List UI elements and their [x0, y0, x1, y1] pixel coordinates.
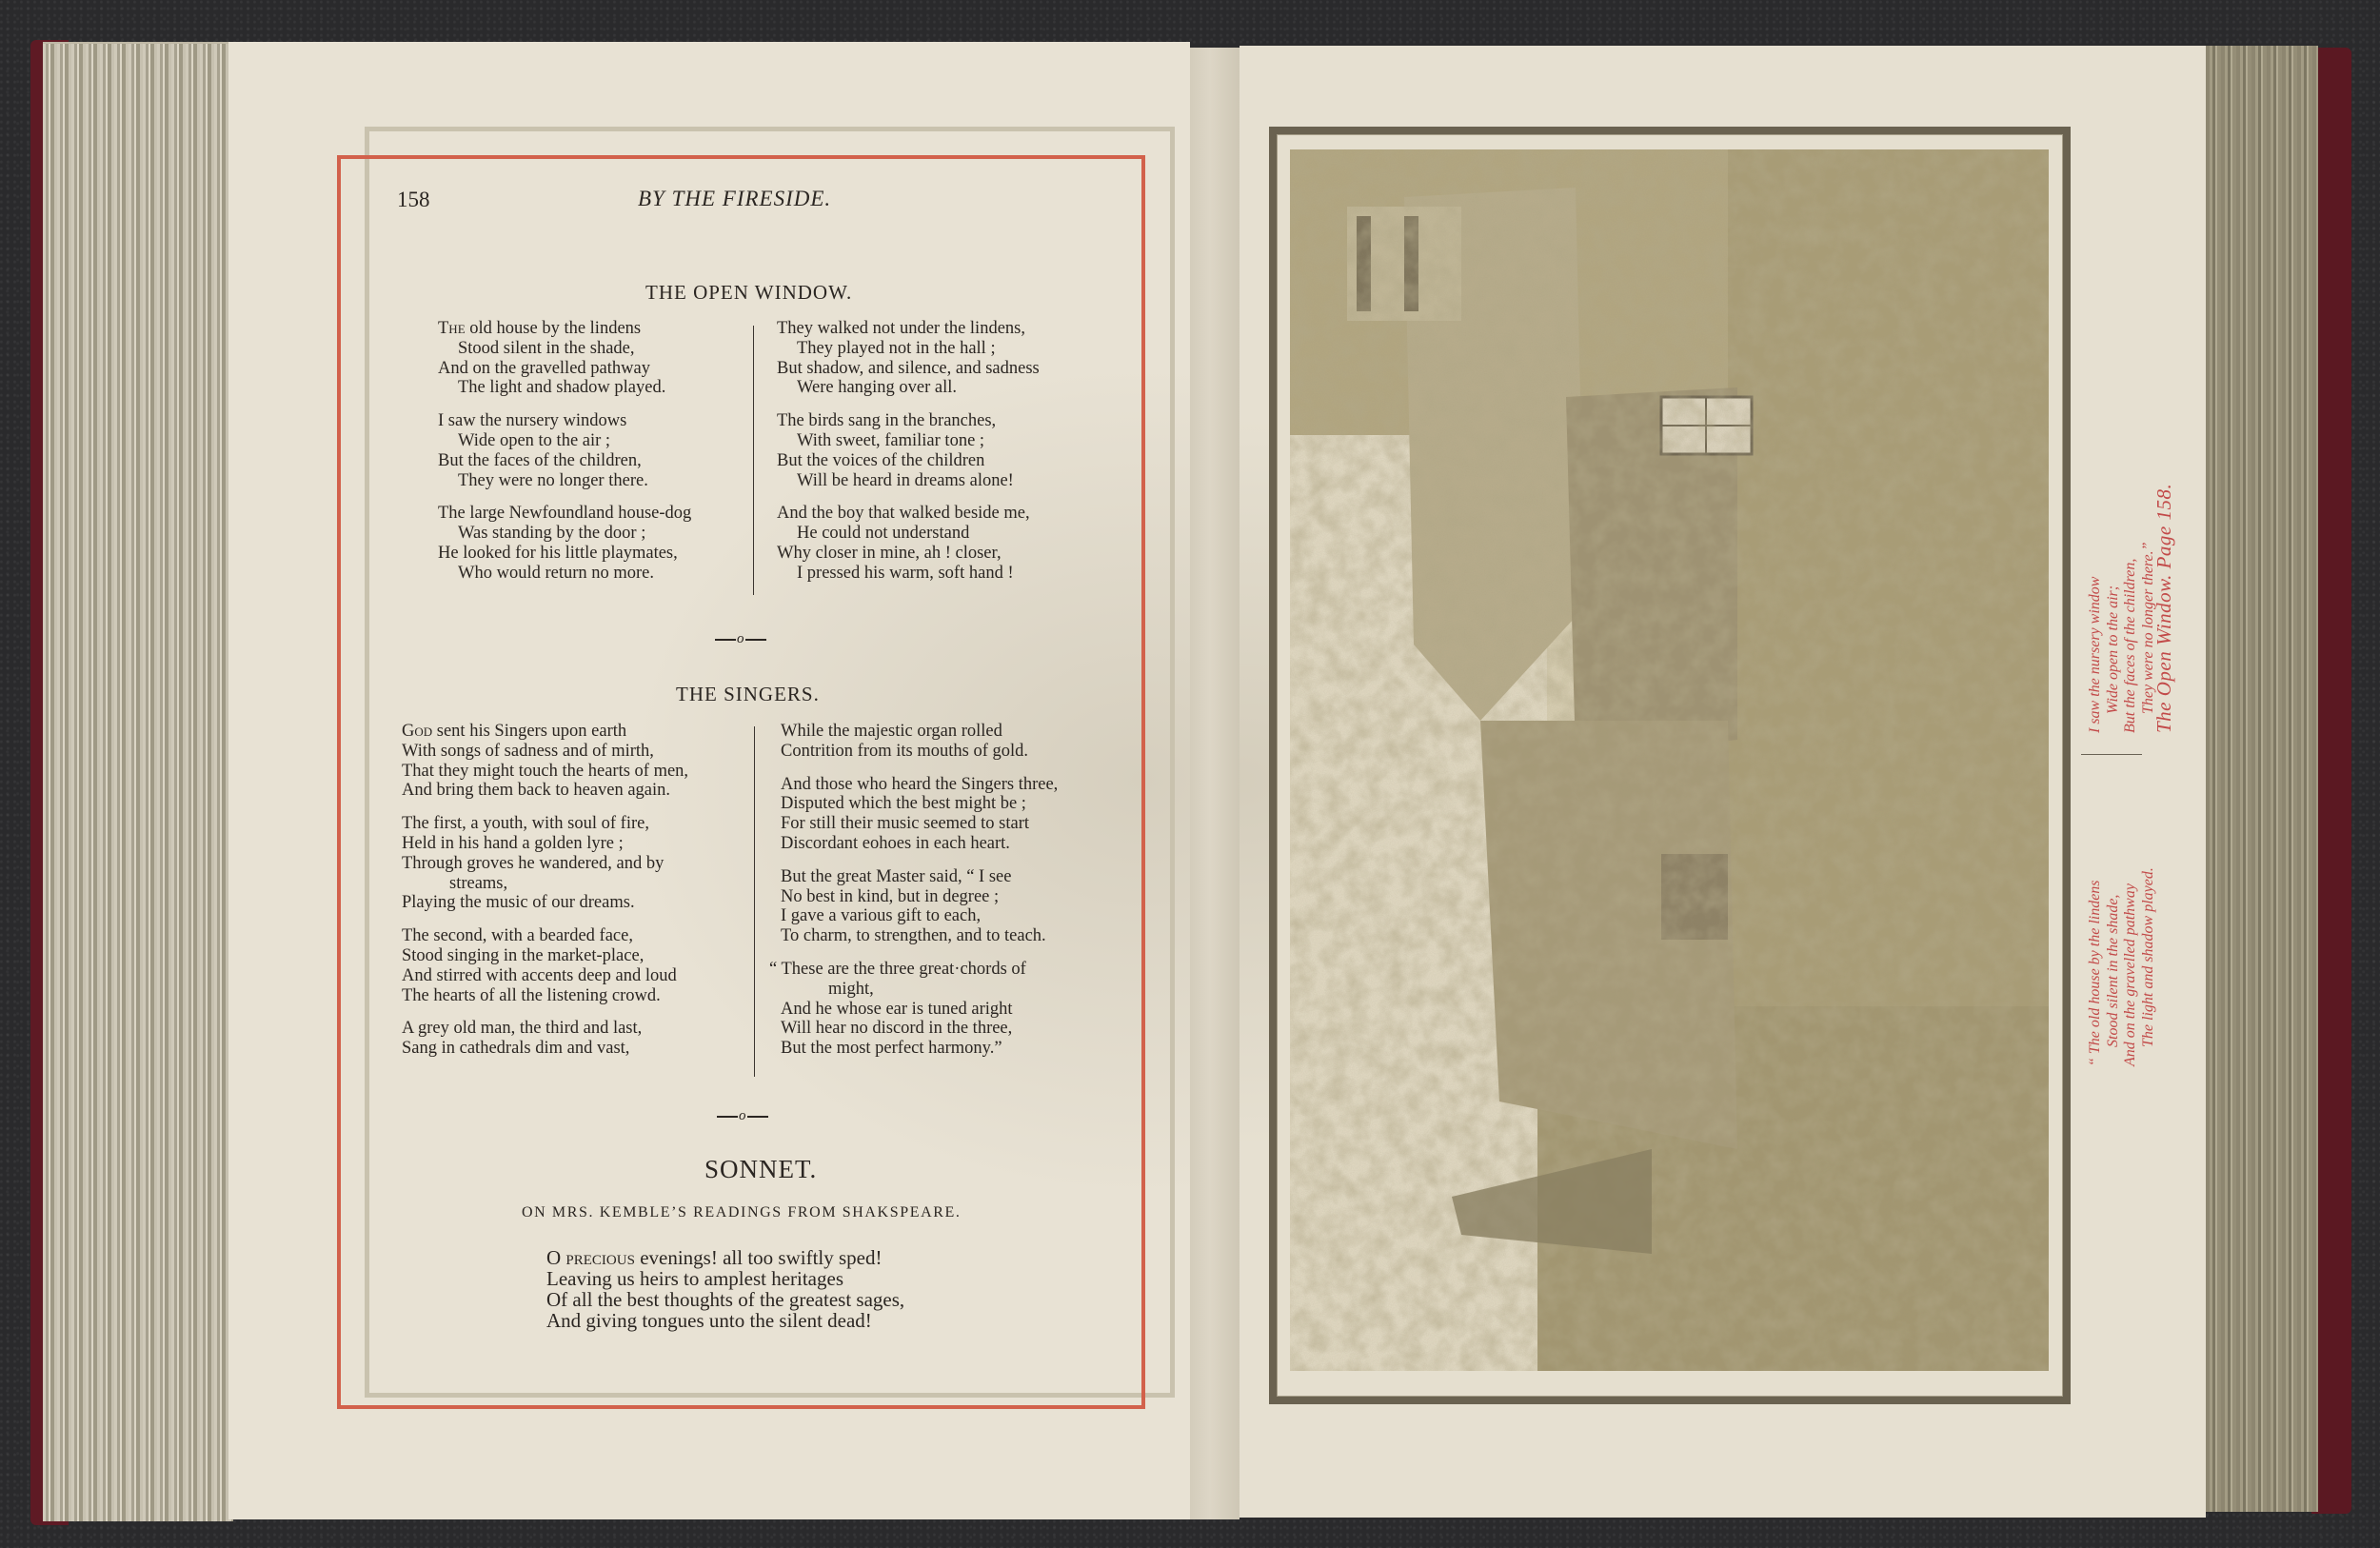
verse-text: Stood silent in the shade, [458, 338, 635, 358]
verse-line [402, 762, 688, 782]
verse-text: And the boy that walked beside me, [777, 504, 1030, 524]
verse-line [777, 431, 1040, 451]
caption-line: But the faces of the children, [2122, 558, 2138, 733]
verse-text: No best in kind, but in degree ; [781, 886, 1000, 906]
verse-text: I gave a various gift to each, [781, 906, 982, 926]
verse-line [438, 411, 691, 431]
verse-text: The hearts of all the listening crowd. [402, 985, 661, 1005]
poem-title-sonnet: SONNET. [704, 1155, 818, 1183]
verse-line [777, 411, 1040, 431]
verse-line [777, 504, 1040, 524]
verse-line [402, 781, 688, 801]
stanza-break [781, 762, 1058, 775]
verse-text: With songs of sadness and of mirth, [402, 741, 654, 761]
cottage-photograph [1290, 149, 2049, 1371]
running-head: BY THE FIRESIDE. [638, 187, 832, 210]
verse-text: With sweet, familiar tone ; [797, 430, 985, 450]
verse-text: But shadow, and silence, and sadness [777, 358, 1040, 378]
verse-line [777, 378, 1040, 398]
caption-line: I saw the nursery window [2087, 576, 2103, 733]
verse-text: And those who heard the Singers three, [781, 774, 1059, 794]
verse-text: They played not in the hall ; [797, 338, 996, 358]
verse-line [777, 451, 1040, 471]
verse-text: I pressed his warm, soft hand ! [797, 563, 1014, 583]
verse-line [438, 471, 691, 491]
verse-text: That they might touch the hearts of men, [402, 761, 689, 781]
verse-text: old house by the lindens [469, 319, 642, 338]
page-edges-right [2206, 46, 2318, 1512]
section-ornament: o [716, 1108, 769, 1124]
poem-column [769, 722, 1059, 1059]
verse-text: Sang in cathedrals dim and vast, [402, 1039, 630, 1059]
verse-line [781, 834, 1058, 854]
stanza-break [781, 946, 1058, 960]
verse-line [438, 339, 691, 359]
verse-text: Wide open to the air ; [458, 430, 611, 450]
verse-line [438, 564, 691, 584]
verse-text: might, [828, 979, 874, 999]
verse-line [777, 564, 1040, 584]
verse-line [777, 359, 1040, 379]
page-edges-left [43, 42, 233, 1521]
column-rule [754, 726, 755, 1077]
verse-text: But the voices of the children [777, 450, 985, 470]
sonnet-text-span: And giving tongues unto the silent dead! [546, 1309, 872, 1332]
sonnet-text-span: evenings! all too swiftly sped! [634, 1246, 883, 1269]
sonnet-subtitle: ON MRS. KEMBLE’S READINGS FROM SHAKSPEARE. [522, 1204, 962, 1221]
verse-line [781, 814, 1058, 834]
caption-line: The light and shadow played. [2139, 867, 2156, 1047]
verse-line [781, 794, 1058, 814]
verse-line [438, 319, 691, 339]
verse-text: I saw the nursery windows [438, 411, 627, 431]
verse-text: The large Newfoundland house-dog [438, 504, 692, 524]
verse-text: And on the gravelled pathway [438, 358, 650, 378]
verse-text: They walked not under the lindens, [777, 319, 1025, 338]
verse-lead-word: God [402, 722, 433, 741]
verse-line [781, 906, 1058, 926]
verse-text: The light and shadow played. [458, 378, 666, 398]
verse-line [402, 874, 688, 894]
verse-text: “ These are the three great·chords of [769, 959, 1026, 979]
poem-title-singers: THE SINGERS. [676, 683, 820, 705]
verse-line [781, 1019, 1058, 1039]
verse-text: A grey old man, the third and last, [402, 1019, 643, 1039]
verse-text: And stirred with accents deep and loud [402, 965, 677, 985]
verse-text: Discordant eohoes in each heart. [781, 833, 1010, 853]
photograph-image [1290, 149, 2049, 1371]
verse-line [438, 524, 691, 544]
verse-text: The birds sang in the branches, [777, 411, 997, 431]
verse-text: Through groves he wandered, and by [402, 853, 664, 873]
verse-line [781, 722, 1058, 742]
verse-text: Who would return no more. [458, 563, 655, 583]
verse-line [781, 926, 1058, 946]
plate-caption-upper [2087, 542, 2157, 733]
caption-line: Wide open to the air; [2104, 585, 2121, 714]
verse-line [438, 359, 691, 379]
sonnet-line [546, 1289, 904, 1310]
verse-line [438, 544, 691, 564]
verse-line [402, 986, 688, 1006]
verse-text: And he whose ear is tuned aright [781, 999, 1013, 1019]
caption-line: “ The old house by the lindens [2087, 880, 2103, 1066]
verse-text: The first, a youth, with soul of fire, [402, 814, 649, 834]
stanza-break [781, 854, 1058, 867]
verse-text: Were hanging over all. [797, 378, 958, 398]
verse-line [402, 893, 688, 913]
sonnet-text-span: Leaving us heirs to amplest heritages [546, 1267, 843, 1290]
sonnet-line [546, 1247, 904, 1268]
verse-line [781, 887, 1058, 907]
verse-text: Contrition from its mouths of gold. [781, 741, 1029, 761]
verse-text: For still their music seemed to start [781, 814, 1030, 834]
verse-text: Why closer in mine, ah ! closer, [777, 543, 1002, 563]
verse-text: He looked for his little playmates, [438, 543, 678, 563]
book-gutter [1190, 48, 1240, 1519]
poem-column [438, 319, 691, 584]
verse-line [777, 319, 1040, 339]
poem-column [402, 722, 688, 1059]
verse-line [402, 1039, 688, 1059]
stanza-break [438, 490, 691, 504]
verse-line [402, 854, 688, 874]
verse-text: But the faces of the children, [438, 450, 642, 470]
verse-text: He could not understand [797, 524, 970, 544]
verse-text: Held in his hand a golden lyre ; [402, 833, 624, 853]
verse-line [402, 742, 688, 762]
verse-text: To charm, to strengthen, and to teach. [781, 926, 1046, 946]
verse-text: While the majestic organ rolled [781, 722, 1002, 741]
verse-line [781, 1000, 1058, 1020]
verse-line [438, 431, 691, 451]
verse-text: Playing the music of our dreams. [402, 893, 635, 913]
verse-lead-word: The [438, 319, 466, 338]
caption-line: They were no longer there.” [2139, 542, 2156, 714]
verse-text: Was standing by the door ; [458, 524, 646, 544]
poem-column [777, 319, 1040, 584]
caption-separator [2081, 754, 2142, 755]
verse-line [777, 544, 1040, 564]
verse-line [769, 960, 1058, 980]
plate-caption-title: The Open Window. Page 158. [2152, 483, 2175, 733]
verse-text: Disputed which the best might be ; [781, 794, 1026, 814]
sonnet-text [546, 1247, 904, 1331]
verse-line [402, 722, 688, 742]
verse-text: But the most perfect harmony.” [781, 1039, 1002, 1059]
sonnet-line [546, 1310, 904, 1331]
stanza-break [438, 398, 691, 411]
verse-line [402, 834, 688, 854]
verse-line [402, 1019, 688, 1039]
stanza-break [777, 398, 1040, 411]
stanza-break [777, 490, 1040, 504]
verse-line [402, 966, 688, 986]
verse-text: streams, [449, 873, 508, 893]
verse-line [438, 378, 691, 398]
verse-line [781, 775, 1058, 795]
sonnet-line [546, 1268, 904, 1289]
verse-text: They were no longer there. [458, 470, 648, 490]
verse-line [781, 1039, 1058, 1059]
stanza-break [402, 801, 688, 814]
sonnet-lead-word: O precious [546, 1246, 635, 1269]
verse-line [438, 451, 691, 471]
caption-line: And on the gravelled pathway [2122, 883, 2138, 1066]
verse-text: Will hear no discord in the three, [781, 1019, 1013, 1039]
section-ornament: o [714, 631, 767, 647]
poem-title-open-window: THE OPEN WINDOW. [645, 281, 853, 304]
plate-caption-lower [2087, 867, 2157, 1066]
column-rule [753, 326, 754, 595]
verse-line [777, 524, 1040, 544]
verse-line [781, 867, 1058, 887]
verse-text: The second, with a bearded face, [402, 926, 633, 946]
verse-line [781, 742, 1058, 762]
verse-line [402, 946, 688, 966]
verse-text: Stood singing in the market-place, [402, 945, 645, 965]
verse-line [438, 504, 691, 524]
verse-text: But the great Master said, “ I see [781, 866, 1012, 886]
verse-line [777, 339, 1040, 359]
stanza-break [402, 913, 688, 926]
page-number: 158 [397, 188, 430, 211]
caption-line: Stood silent in the shade, [2104, 894, 2121, 1047]
verse-line [402, 926, 688, 946]
sonnet-text-span: Of all the best thoughts of the greatest sages, [546, 1288, 905, 1311]
verse-text: sent his Singers upon earth [436, 722, 627, 741]
stanza-break [402, 1005, 688, 1019]
verse-line [402, 814, 688, 834]
verse-line [777, 471, 1040, 491]
verse-text: Will be heard in dreams alone! [797, 470, 1014, 490]
verse-text: And bring them back to heaven again. [402, 781, 671, 801]
verse-line [781, 980, 1058, 1000]
